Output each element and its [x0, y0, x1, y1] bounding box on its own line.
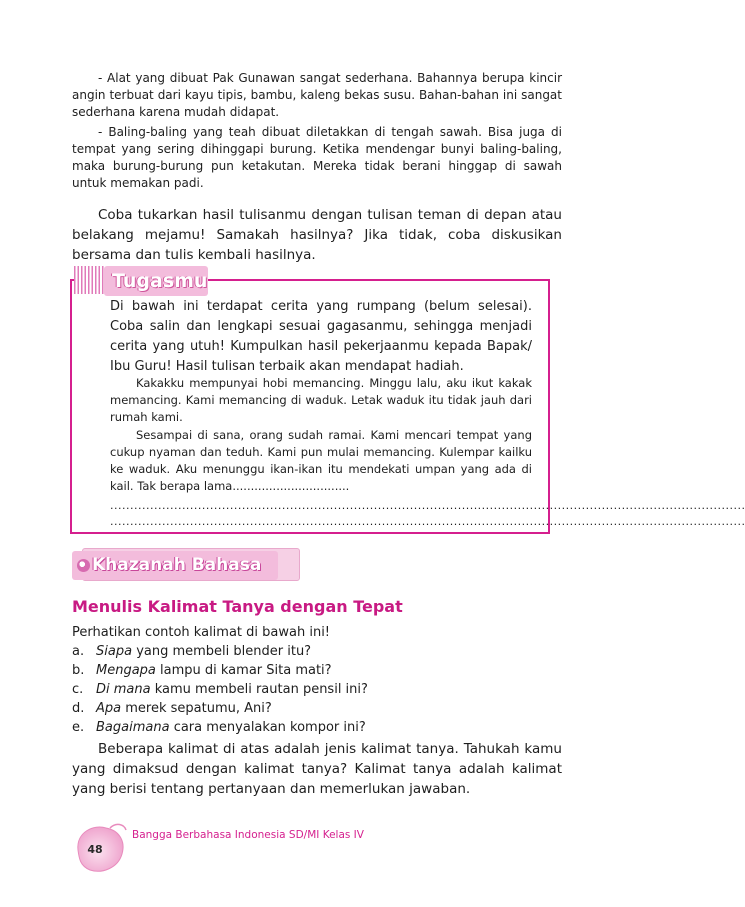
question-word: Apa	[96, 701, 122, 716]
paragraph-alat-text: - Alat yang dibuat Pak Gunawan sangat sederhana. Bahannya berupa kincir angin terbuat dari kayu tipis, bambu, kaleng bekas susu. Bahan-bahan ini sangat sederhana karena mudah didapat.	[72, 71, 562, 119]
khazanah-bullet-icon	[77, 559, 90, 572]
tugasmu-story-1-text: Kakakku mempunyai hobi memancing. Minggu lalu, aku ikut kakak memancing. Kami memancing di waduk. Letak waduk itu tidak jauh dari rumah kami.	[110, 376, 532, 424]
tugasmu-stripes-decoration	[74, 266, 104, 294]
list-item: c. Di mana kamu membeli rautan pensil ini?	[72, 682, 368, 697]
question-word: Bagaimana	[96, 720, 170, 735]
footer-book-title: Bangga Berbahasa Indonesia SD/MI Kelas IV	[132, 829, 364, 841]
tugasmu-instruction: Di bawah ini terdapat cerita yang rumpang (belum selesai). Coba salin dan lengkapi sesuai gagasanmu, sehingga menjadi cerita yang utuh! Kumpulkan hasil pekerjaanmu kepada Bapak/ Ibu Guru! Hasil tulisan terbaik akan mendapat hadiah.	[110, 299, 532, 374]
paragraph-baling	[72, 124, 562, 192]
khazanah-label: Khazanah Bahasa	[92, 555, 262, 575]
list-item: d. Apa merek sepatumu, Ani?	[72, 701, 272, 716]
tugasmu-top-line	[208, 279, 550, 281]
question-word: Di mana	[96, 682, 151, 697]
page-number: 48	[87, 843, 103, 856]
paragraph-instruction-text: Coba tukarkan hasil tulisanmu dengan tulisan teman di depan atau belakang mejamu! Samakah hasilnya? Jika tidak, coba diskusikan bersama dan tulis kembali hasilnya.	[72, 207, 562, 263]
list-intro: Perhatikan contoh kalimat di bawah ini!	[72, 625, 331, 640]
paragraph-closing	[72, 739, 562, 799]
tugasmu-story-paragraph-2	[110, 427, 532, 495]
paragraph-closing-text: Beberapa kalimat di atas adalah jenis kalimat tanya. Tahukah kamu yang dimaksud dengan kalimat tanya? Kalimat tanya adalah kalimat yang berisi tentang pertanyaan dan memerlukan jawaban.	[72, 741, 562, 797]
tugasmu-label: Tugasmu	[104, 266, 208, 296]
question-list	[72, 623, 562, 737]
list-item: a. Siapa yang membeli blender itu?	[72, 644, 312, 659]
answer-dotted-line-1: ...............................................................................................................................................................	[110, 499, 745, 512]
answer-dotted-line-2: ...............................................................................................................................................................	[110, 515, 745, 528]
list-item: e. Bagaimana cara menyalakan kompor ini?	[72, 720, 366, 735]
question-word: Siapa	[96, 644, 133, 659]
tugasmu-story-2-text: Sesampai di sana, orang sudah ramai. Kami mencari tempat yang cukup nyaman dan teduh. Kami pun mulai memancing. Kulempar kailku ke waduk. Aku menunggu ikan-ikan itu mendekati umpan yang ada di kail. Tak berapa lama................................	[110, 428, 532, 493]
paragraph-alat	[72, 70, 562, 121]
paragraph-baling-text: - Baling-baling yang teah dibuat diletakkan di tengah sawah. Bisa juga di tempat yang sering dihinggapi burung. Ketika mendengar bunyi baling-baling, maka burung-burung pun ketakutan. Mereka tidak berani hinggap di sawah untuk memakan padi.	[72, 125, 562, 190]
list-item: b. Mengapa lampu di kamar Sita mati?	[72, 663, 332, 678]
section-title: Menulis Kalimat Tanya dengan Tepat	[72, 597, 403, 616]
tugasmu-story-paragraph-1	[110, 375, 532, 426]
question-word: Mengapa	[96, 663, 156, 678]
paragraph-instruction	[72, 205, 562, 265]
